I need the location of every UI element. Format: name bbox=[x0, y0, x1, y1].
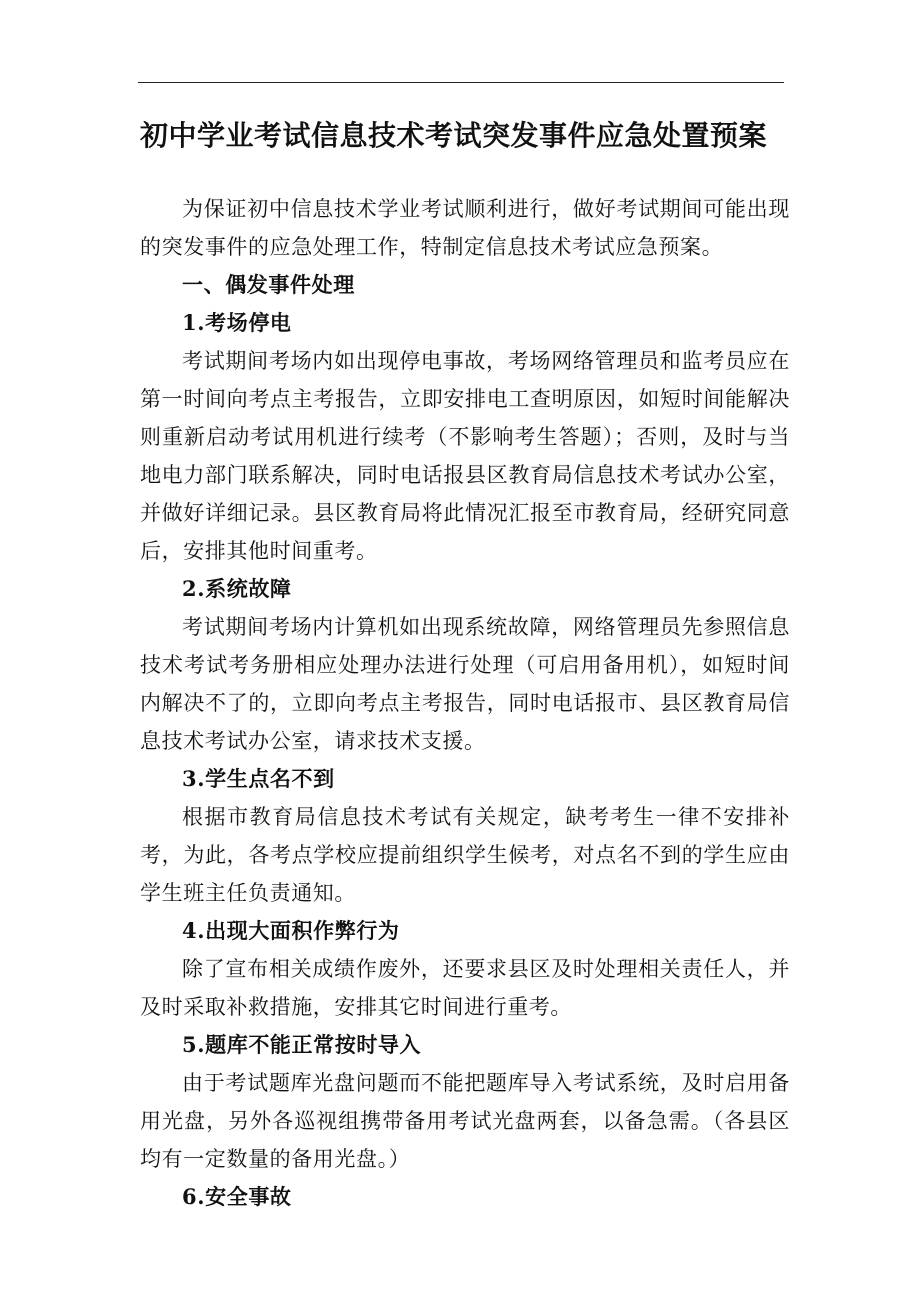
document-body bbox=[140, 190, 790, 1216]
item-text-roll-call: 根据市教育局信息技术考试有关规定，缺考考生一律不安排补考，为此，各考点学校应提前组织学生候考，对点名不到的学生应由学生班主任负责通知。 bbox=[140, 805, 790, 905]
document-title: 初中学业考试信息技术考试突发事件应急处置预案 bbox=[140, 119, 768, 152]
item-text-system-failure: 考试期间考场内计算机如出现系统故障，网络管理员先参照信息技术考试考务册相应处理办法进行处理（可启用备用机），如短时间内解决不了的，立即向考点主考报告，同时电话报市、县区教育局信息技术考试办公室，请求技术支援。 bbox=[140, 615, 790, 753]
section-heading: 一、偶发事件处理 bbox=[182, 272, 355, 297]
intro-paragraph: 为保证初中信息技术学业考试顺利进行，做好考试期间可能出现的突发事件的应急处理工作，特制定信息技术考试应急预案。 bbox=[140, 197, 790, 259]
item-text-question-bank: 由于考试题库光盘问题而不能把题库导入考试系统，及时启用备用光盘，另外各巡视组携带备用考试光盘两套，以备急需。（各县区均有一定数量的备用光盘。） bbox=[140, 1071, 790, 1171]
header-rule bbox=[138, 82, 784, 83]
item-heading-system-failure: 2.系统故障 bbox=[182, 576, 292, 601]
item-heading-power-outage: 1.考场停电 bbox=[182, 310, 292, 335]
item-text-power-outage: 考试期间考场内如出现停电事故，考场网络管理员和监考员应在第一时间向考点主考报告，立即安排电工查明原因，如短时间能解决则重新启动考试用机进行续考（不影响考生答题）；否则，及时与当地电力部门联系解决，同时电话报县区教育局信息技术考试办公室，并做好详细记录。县区教育局将此情况汇报至市教育局，经研究同意后，安排其他时间重考。 bbox=[140, 349, 790, 563]
item-heading-question-bank: 5.题库不能正常按时导入 bbox=[182, 1032, 422, 1057]
item-heading-safety-accident: 6.安全事故 bbox=[182, 1184, 292, 1209]
item-text-cheating: 除了宣布相关成绩作废外，还要求县区及时处理相关责任人，并及时采取补救措施，安排其它时间进行重考。 bbox=[140, 957, 790, 1019]
item-heading-roll-call: 3.学生点名不到 bbox=[182, 766, 335, 791]
item-heading-cheating: 4.出现大面积作弊行为 bbox=[182, 918, 400, 943]
